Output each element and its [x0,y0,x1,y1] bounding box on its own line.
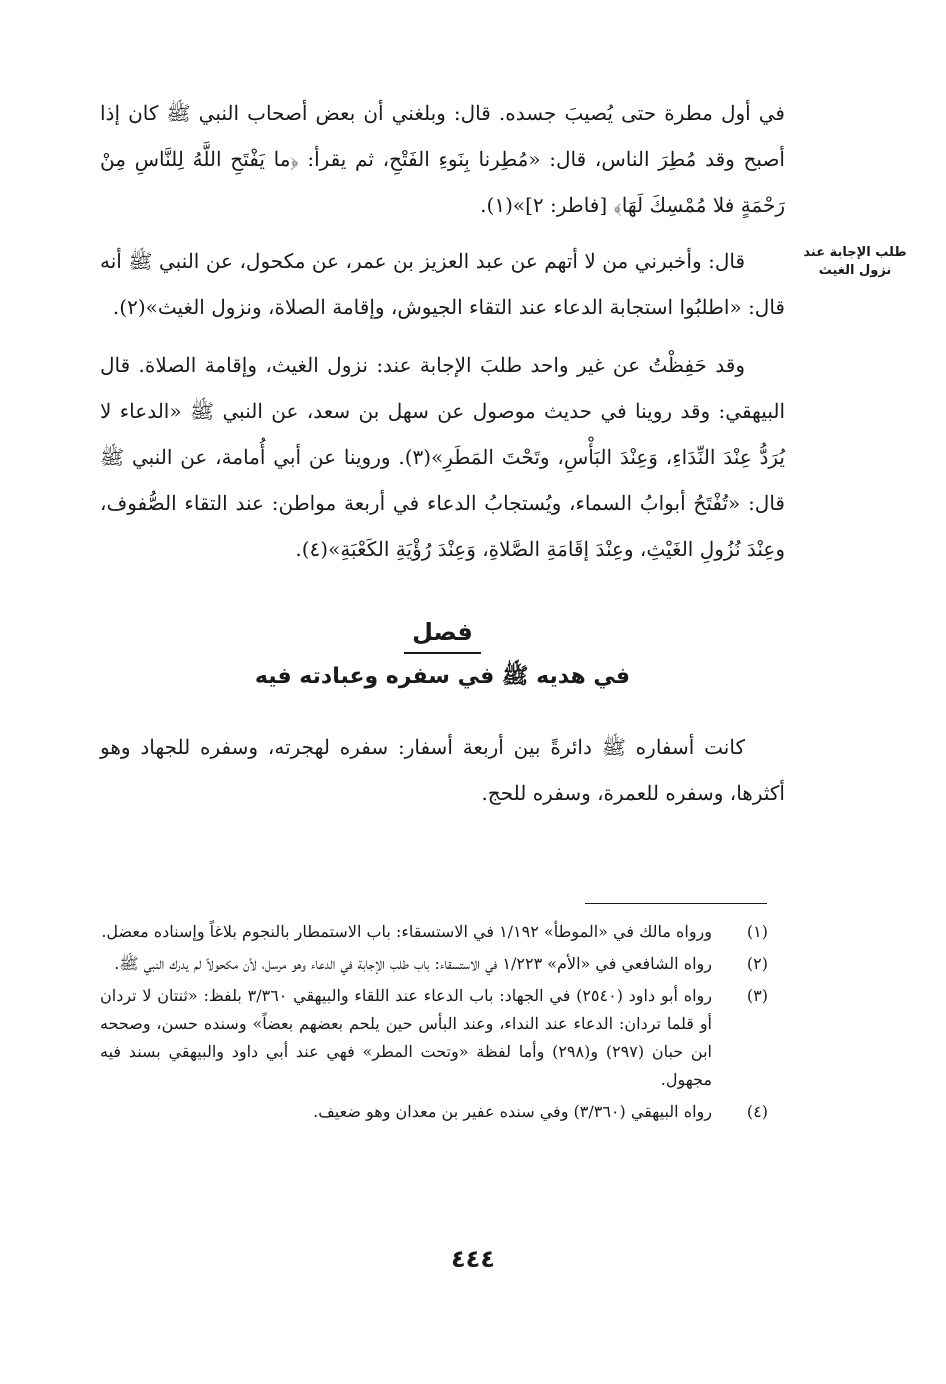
section-subtitle: في هديه ﷺ في سفره وعبادته فيه [254,664,631,689]
paragraph-4: كانت أسفاره ﷺ دائرةً بين أربعة أسفار: سفره لهجرته، وسفره للجهاد وهو أكثرها، وسفره للعمرة، وسفره للحج. [100,735,785,805]
footnote-text: ورواه مالك في «الموطأ» ١/١٩٢ في الاستسقاء: باب الاستمطار بالنجوم بلاغاً وإسناده معضل. [101,922,712,941]
footnote-number: (١) [746,922,768,941]
footnote-text: رواه الشافعي في «الأم» ١/٢٢٣ في الاستسقاء: باب طلب الإجابة في الدعاء وهو مرسل، لأن مكحولاً لم يدرك النبي ﷺ. [114,954,712,973]
footnote-divider [585,903,767,904]
main-text [100,90,785,816]
margin-heading: طلب الإجابة عند نزول الغيث [803,245,907,278]
footnote-number: (٤) [746,1102,768,1121]
footnotes [100,918,768,1130]
footnote [100,982,768,1094]
footnote-number: (٣) [746,986,768,1005]
section-heading [100,612,785,700]
footnote [100,950,768,978]
footnote-text: رواه البيهقي (٣/٣٦٠) وفي سنده عفير بن معدان وهو ضعيف. [313,1102,712,1121]
footnote-number: (٢) [746,954,768,973]
page-number: ٤٤٤ [451,1245,495,1273]
footnote [100,918,768,946]
section-title: فصل [404,612,481,654]
paragraph-2: قال: وأخبرني من لا أتهم عن عبد العزيز بن عمر، عن مكحول، عن النبي ﷺ أنه قال: «اطلبُوا استجابة الدعاء عند التقاء الجيوش، وإقامة الصلاة، ونزول الغيث»(٢). [100,249,785,319]
paragraph-1: في أول مطرة حتى يُصيبَ جسده. قال: وبلغني أن بعض أصحاب النبي ﷺ كان إذا أصبح وقد مُطِرَ الناس، قال: «مُطِرنا بِنَوءِ الفَتْحِ، ثم يقرأ: ﴿ما يَفْتَحِ اللَّهُ لِلنَّاسِ مِنْ رَحْمَةٍ فلا مُمْسِكَ لَهَا﴾ [فاطر: ٢]»(١). [100,101,785,217]
footnote [100,1098,768,1126]
paragraph-3: وقد حَفِظْتُ عن غير واحد طلبَ الإجابة عند: نزول الغيث، وإقامة الصلاة. قال البيهقي: وقد روينا في حديث موصول عن سهل بن سعد، عن النبي ﷺ «الدعاء لا يُرَدُّ عِنْدَ النِّدَاءِ، وَعِنْدَ البَأْسِ، وتَحْتَ المَطَرِ»(٣). وروينا عن أبي أُمامة، عن النبي ﷺ قال: «تُفْتَحُ أبوابُ السماء، ويُستجابُ الدعاء في أربعة مواطن: عند التقاء الصُّفوف، وعِنْدَ نُزُولِ الغَيْثِ، وعِنْدَ إقَامَةِ الصَّلاةِ، وَعِنْدَ رُؤْيَةِ الكَعْبَةِ»(٤). [100,353,785,561]
footnote-text: رواه أبو داود (٢٥٤٠) في الجهاد: باب الدعاء عند اللقاء والبيهقي ٣/٣٦٠ بلفظ: «ثنتان لا تردان أو قلما تردان: الدعاء عند النداء، وعند البأس حين يلحم بعضهم بعضاً» وسنده حسن، وصححه ابن حبان (٢٩٧) و(٢٩٨) وأما لفظة «وتحت المطر» فهي عند أبي داود والبيهقي بسند فيه مجهول. [100,986,713,1089]
